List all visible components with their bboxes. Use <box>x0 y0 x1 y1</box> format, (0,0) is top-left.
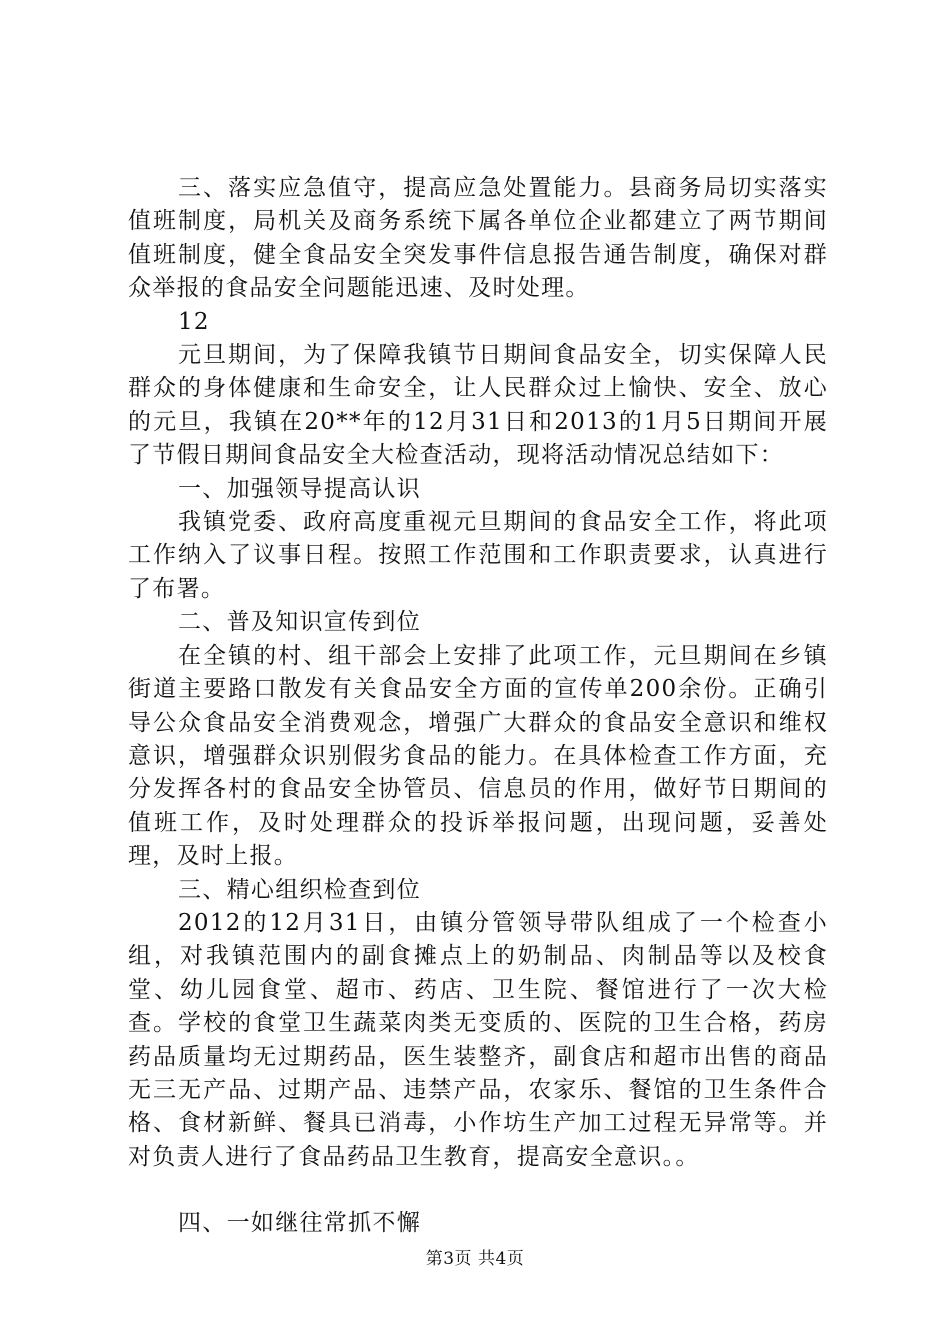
heading-section-3: 三、精心组织检查到位 <box>178 876 421 903</box>
page-number-footer: 第3页 共4页 <box>425 1249 525 1269</box>
paragraph-section-2: 在全镇的村、组干部会上安排了此项工作，元旦期间在乡镇街道主要路口散发有关食品安全方面的宣传单200余份。正确引导公众食品安全消费观念，增强广大群众的食品安全意识和维权意识，增强群众识别假劣食品的能力。在具体检查工作方面，充分发挥各村的食品安全协管员、信息员的作用，做好节日期间的值班工作，及时处理群众的投诉举报问题，出现问题，妥善处理，及时上报。 <box>128 642 828 870</box>
heading-section-2: 二、普及知识宣传到位 <box>178 609 421 636</box>
heading-section-4: 四、一如继往常抓不懈 <box>178 1210 421 1237</box>
paragraph-emergency-duty: 三、落实应急值守，提高应急处置能力。县商务局切实落实值班制度，局机关及商务系统下属各单位企业都建立了两节期间值班制度，健全食品安全突发事件信息报告通告制度，确保对群众举报的食品安全问题能迅速、及时处理。 <box>128 175 828 302</box>
paragraph-section-1: 我镇党委、政府高度重视元旦期间的食品安全工作，将此项工作纳入了议事日程。按照工作范围和工作职责要求，认真进行了布署。 <box>128 509 828 602</box>
document-body <box>128 172 828 1241</box>
paragraph-section-3: 2012的12月31日，由镇分管领导带队组成了一个检查小组，对我镇范围内的副食摊点上的奶制品、肉制品等以及校食堂、幼儿园食堂、超市、药店、卫生院、餐馆进行了一次大检查。学校的食堂卫生蔬菜肉类无变质的、医院的卫生合格，药房药品质量均无过期药品，医生装整齐，副食店和超市出售的商品无三无产品、过期产品、违禁产品，农家乐、餐馆的卫生条件合格、食材新鲜、餐具已消毒，小作坊生产加工过程无异常等。并对负责人进行了食品药品卫生教育，提高安全意识。。 <box>128 909 828 1170</box>
paragraph-intro: 元旦期间，为了保障我镇节日期间食品安全，切实保障人民群众的身体健康和生命安全，让人民群众过上愉快、安全、放心的元旦，我镇在20**年的12月31日和2013的1月5日期间开展了节假日期间食品安全大检查活动，现将活动情况总结如下： <box>128 342 828 469</box>
heading-section-1: 一、加强领导提高认识 <box>178 475 421 502</box>
paragraph-number-marker: 12 <box>178 308 210 335</box>
